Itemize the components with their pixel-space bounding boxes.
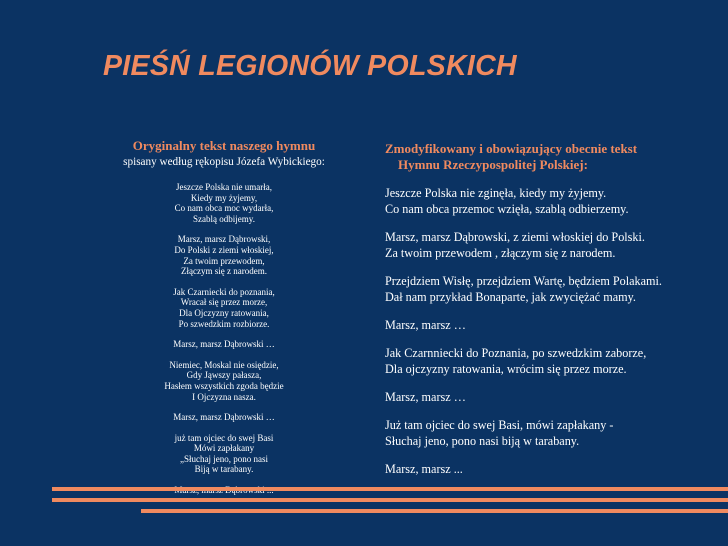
modern-paragraph	[385, 417, 705, 449]
original-stanza-line: Jak Czarniecki do poznania,	[173, 286, 275, 297]
decorative-stripe-bottom	[141, 509, 728, 513]
modern-paragraph	[385, 345, 705, 377]
original-stanza-line: Biją w tarabany.	[194, 464, 254, 475]
original-stanza-line: Szablą odbijemy.	[193, 213, 255, 224]
original-stanza	[110, 433, 338, 475]
decorative-stripe-middle	[52, 498, 728, 502]
original-stanza-line: Marsz, marsz Dąbrowski …	[173, 412, 275, 423]
original-stanza-line: Niemiec, Moskal nie osiędzie,	[169, 359, 279, 370]
original-stanza-line: Po szwedzkim rozbiorze.	[178, 318, 270, 329]
original-stanza-line: Do Polski z ziemi włoskiej,	[174, 244, 274, 255]
original-stanza	[110, 412, 338, 423]
original-stanza-line: Złączym się z narodem.	[181, 266, 267, 277]
modern-heading-line-1: Zmodyfikowany i obowiązujący obecnie tekst	[385, 141, 638, 156]
modern-paragraph-line: Marsz, marsz …	[385, 318, 466, 332]
original-stanza-line: Mówi zapłakany	[193, 443, 255, 454]
original-stanza	[110, 182, 338, 224]
modern-paragraphs	[385, 185, 705, 477]
original-text-subheading: spisany według rękopisu Józefa Wybickiego:	[123, 156, 325, 168]
modern-paragraph	[385, 389, 705, 405]
modern-paragraph-line: Słuchaj jeno, pono nasi biją w tarabany.	[385, 434, 580, 448]
modern-paragraph-line: Marsz, marsz …	[385, 390, 466, 404]
original-stanza	[110, 360, 338, 402]
original-stanza-line: Hasłem wszystkich zgoda będzie	[164, 380, 284, 391]
original-stanza-line: „Słuchaj jeno, pono nasi	[180, 453, 268, 464]
modern-paragraph	[385, 185, 705, 217]
modern-paragraph-line: Co nam obca przemoc wzięła, szablą odbierzemy.	[385, 202, 629, 216]
original-stanza	[110, 234, 338, 276]
original-stanzas	[110, 182, 338, 496]
slide-title: PIEŚŃ LEGIONÓW POLSKICH	[103, 50, 517, 82]
modern-paragraph-line: Jeszcze Polska nie zginęła, kiedy my żyjemy.	[385, 186, 607, 200]
modern-paragraph	[385, 273, 705, 305]
modern-text-heading	[385, 141, 705, 173]
modern-text-column	[385, 141, 705, 477]
modern-paragraph	[385, 461, 705, 477]
modern-paragraph	[385, 229, 705, 261]
modern-heading-line-2: Hymnu Rzeczypospolitej Polskiej:	[398, 157, 588, 172]
modern-paragraph-line: Marsz, marsz ...	[385, 462, 463, 476]
original-stanza	[110, 339, 338, 350]
original-text-heading: Oryginalny tekst naszego hymnu	[132, 138, 316, 153]
modern-paragraph-line: Marsz, marsz Dąbrowski, z ziemi włoskiej do Polski.	[385, 230, 645, 244]
original-stanza-line: Jeszcze Polska nie umarła,	[176, 182, 272, 192]
modern-paragraph-line: Przejdziem Wisłę, przejdziem Wartę, będziem Polakami.	[385, 274, 662, 288]
original-stanza-line: Kiedy my żyjemy,	[190, 192, 258, 203]
original-stanza-line: Dla Ojczyzny ratowania,	[179, 307, 269, 318]
original-text-column	[110, 138, 338, 506]
original-stanza	[110, 287, 338, 329]
original-stanza-line: Co nam obca moc wydarła,	[174, 203, 274, 214]
original-stanza-line: Wracał się przez morze,	[180, 297, 268, 308]
original-stanza-line: Marsz, marsz Dąbrowski …	[173, 339, 275, 350]
modern-paragraph-line: Dał nam przykład Bonaparte, jak zwyciężać mamy.	[385, 290, 636, 304]
original-stanza-line: już tam ojciec do swej Basi	[174, 432, 274, 443]
modern-paragraph-line: Jak Czarnniecki do Poznania, po szwedzkim zaborze,	[385, 346, 647, 360]
modern-paragraph-line: Dla ojczyzny ratowania, wrócim się przez morze.	[385, 362, 627, 376]
modern-paragraph	[385, 317, 705, 333]
modern-paragraph-line: Za twoim przewodem , złączym się z narodem.	[385, 246, 616, 260]
original-stanza-line: I Ojczyzna nasza.	[192, 391, 256, 402]
decorative-stripe-top	[52, 487, 728, 491]
original-stanza-line: Gdy Jąwszy pałasza,	[186, 370, 262, 381]
original-stanza-line: Marsz, marsz Dąbrowski,	[177, 234, 271, 245]
modern-paragraph-line: Już tam ojciec do swej Basi, mówi zapłakany -	[385, 418, 614, 432]
original-stanza-line: Za twoim przewodem,	[183, 255, 265, 266]
